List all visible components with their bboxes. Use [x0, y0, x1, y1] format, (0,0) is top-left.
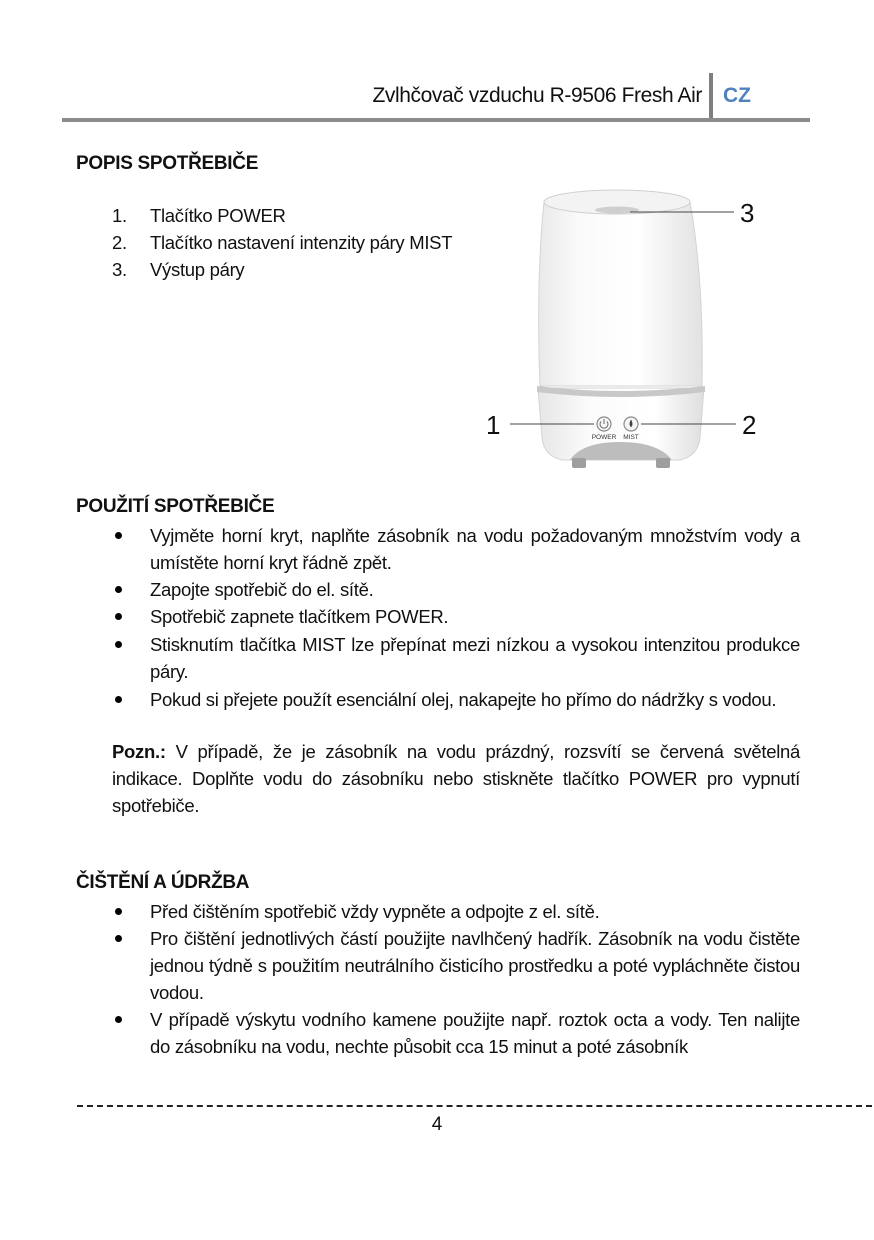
list-item: V případě výskytu vodního kamene použijte např. roztok octa a vody. Ten nalijte do zásobníku na vodu, nechte působit cca 15 minut a poté zásobník — [150, 1009, 800, 1057]
callout-1: 1 — [486, 410, 501, 440]
bullet-icon — [115, 935, 122, 942]
list-item — [0, 259, 520, 283]
note-paragraph — [112, 738, 800, 819]
language-code: CZ — [723, 84, 751, 107]
note-text: V případě, že je zásobník na vodu prázdný, rozsvítí se červená světelná indikace. Doplňte vodu do zásobníku nebo stiskněte tlačítko POWER pro vypnutí spotřebiče. — [112, 741, 800, 816]
page-number: 4 — [431, 1114, 443, 1135]
section-heading-description: POPIS SPOTŘEBIČE — [76, 153, 259, 174]
list-item — [0, 232, 520, 256]
mist-button-icon — [623, 417, 639, 441]
bullet-icon — [115, 532, 122, 539]
bullet-icon — [115, 586, 122, 593]
list-item — [0, 205, 520, 229]
bullet-icon — [115, 1016, 122, 1023]
bullet-icon — [115, 641, 122, 648]
header-rule — [62, 118, 810, 122]
section-heading-cleaning: ČIŠTĚNÍ A ÚDRŽBA — [76, 872, 250, 893]
humidifier-illustration — [470, 180, 770, 480]
bullet-icon — [115, 908, 122, 915]
footer-rule — [77, 1105, 872, 1107]
list-item: Před čištěním spotřebič vždy vypněte a odpojte z el. sítě. — [150, 901, 600, 922]
bullet-icon — [115, 613, 122, 620]
bullet-icon — [115, 696, 122, 703]
document-title: Zvlhčovač vzduchu R-9506 Fresh Air — [372, 84, 702, 107]
list-item: Spotřebič zapnete tlačítkem POWER. — [150, 606, 449, 627]
note-label: Pozn.: — [112, 741, 166, 762]
mist-label: MIST — [623, 434, 639, 441]
header-separator — [709, 73, 713, 121]
callout-2: 2 — [742, 410, 757, 440]
list-item-text: Tlačítko nastavení intenzity páry MIST — [150, 232, 453, 253]
humidifier-body — [539, 190, 703, 386]
list-item-number: 1. — [112, 205, 127, 226]
list-item: Pro čištění jednotlivých částí použijte navlhčený hadřík. Zásobník na vodu čistěte jednou týdně s použitím neutrálního čisticího prostředku a poté vypláchněte čistou vodou. — [150, 928, 800, 1003]
list-item-text: Výstup páry — [150, 259, 245, 280]
list-item: Vyjměte horní kryt, naplňte zásobník na vodu požadovaným množstvím vody a umístěte horní kryt řádně zpět. — [150, 525, 800, 573]
list-item-number: 2. — [112, 232, 127, 253]
list-item: Zapojte spotřebič do el. sítě. — [150, 579, 374, 600]
list-item: Pokud si přejete použít esenciální olej, nakapejte ho přímo do nádržky s vodou. — [150, 689, 777, 710]
power-label: POWER — [591, 434, 617, 441]
section-heading-usage: POUŽITÍ SPOTŘEBIČE — [76, 496, 275, 517]
list-item-text: Tlačítko POWER — [150, 205, 286, 226]
list-item-number: 3. — [112, 259, 127, 280]
humidifier-base — [537, 386, 705, 468]
callout-3: 3 — [740, 198, 755, 228]
list-item: Stisknutím tlačítka MIST lze přepínat mezi nízkou a vysokou intenzitou produkce páry. — [150, 634, 800, 682]
